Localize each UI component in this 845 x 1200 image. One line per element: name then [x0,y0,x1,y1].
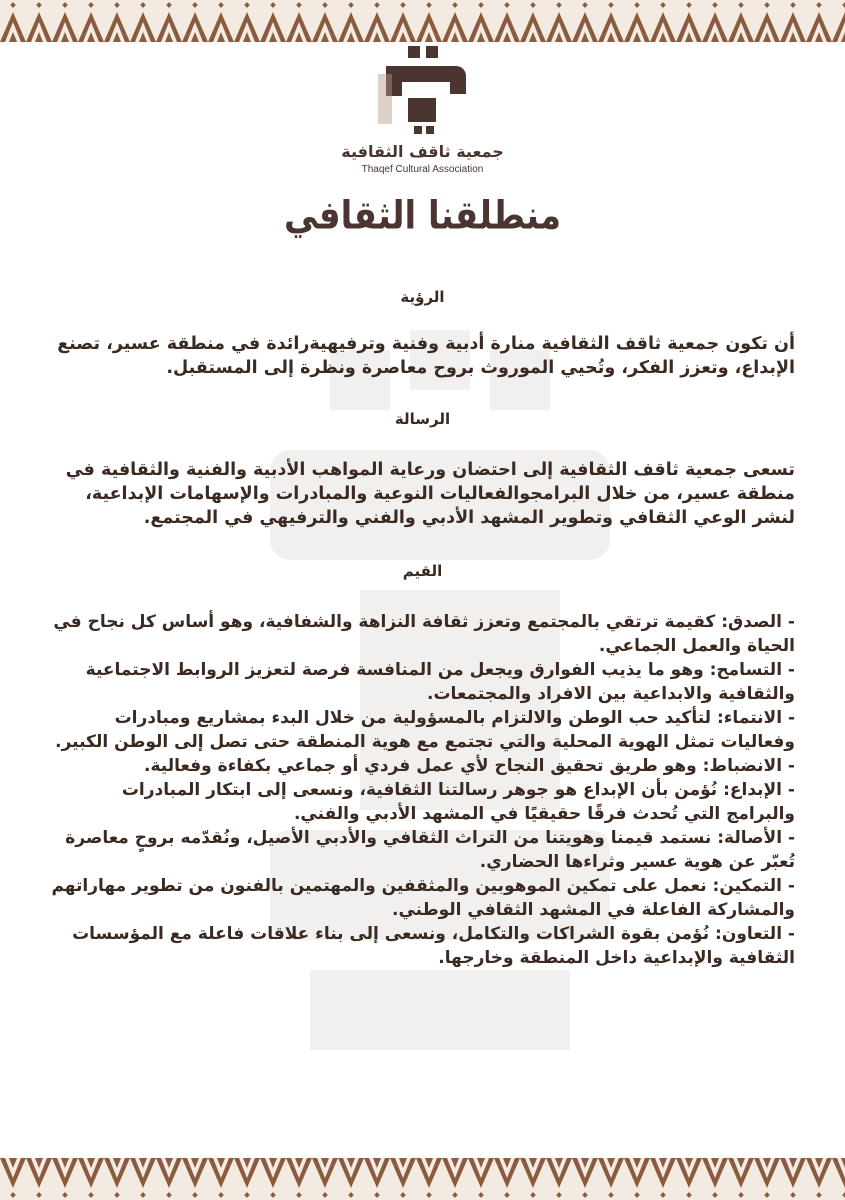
border-pattern-icon [0,1158,845,1200]
value-item-discipline: - الانضباط: وهو طريق تحقيق النجاح لأي عمل فردي أو جماعي بكفاءة وفعالية. [143,756,795,776]
bottom-decorative-border [0,1158,845,1200]
mission-heading: الرسالة [394,410,451,428]
main-content [50,288,795,970]
page-title: منطلقنا الثقافي [283,193,562,239]
association-name-arabic: جمعية ثاقف الثقافية [341,142,504,161]
value-item-tolerance: - التسامح: وهو ما يذيب الفوارق ويجعل من المنافسة فرصة لتعزيز الروابط الاجتماعية والثقافية والابداعية بين الافراد والمجتمعات. [85,660,795,704]
values-heading: القيم [402,562,443,580]
value-item-authenticity: - الأصالة: نستمد قيمنا وهويتنا من التراث الثقافي والأدبي الأصيل، ونُقدّمه بروحٍ معاصرة تُعبّر عن هوية عسير وثراءها الحضاري. [65,828,795,872]
association-name-english: Thaqef Cultural Association [361,164,484,175]
association-logo-icon [368,44,478,144]
value-item-belonging: - الانتماء: لتأكيد حب الوطن والالتزام بالمسؤولية من خلال البدء بمشاريع ومبادرات وفعاليات تمثل الهوية المحلية والتي تجتمع مع هوية المنطقة حتى تصل إلى الوطن الكبير. [55,708,795,752]
value-item-empowerment: - التمكين: نعمل على تمكين الموهوبين والمثقفين والمهتمين بالفنون من تطوير مهاراتهم والمشاركة الفاعلة في المشهد الثقافي الوطني. [51,876,795,920]
value-item-creativity: - الإبداع: نُؤمن بأن الإبداع هو جوهر رسالتنا الثقافية، ونسعى إلى ابتكار المبادرات والبرامج التي تُحدث فرقًا حقيقيًا في المشهد الأدبي والفني. [121,780,795,824]
logo-block [0,44,845,184]
value-item-honesty: - الصدق: كقيمة ترتقي بالمجتمع وتعزز ثقافة النزاهة والشفافية، وهو أساس كل نجاح في الحياة والعمل الجماعي. [53,612,795,656]
top-decorative-border [0,0,845,42]
vision-heading: الرؤية [400,288,445,306]
vision-text: أن تكون جمعية ثاقف الثقافية منارة أدبية وفنية وترفيهيةرائدة في منطقة عسير، تصنع الإبداع، وتعزز الفكر، وتُحيي الموروث بروح معاصرة ونظرة إلى المستقبل. [57,334,795,378]
mission-text: تسعى جمعية ثاقف الثقافية إلى احتضان ورعاية المواهب الأدبية والفنية والثقافية في منطقة عسير، من خلال البرامجوالفعاليات النوعية والمبادرات والإسهامات الإبداعية، لنشر الوعي الثقافي وتطوير المشهد الأدبي والفني والترفيهي في المجتمع. [65,460,795,528]
border-pattern-icon [0,0,845,42]
value-item-cooperation: - التعاون: نُؤمن بقوة الشراكات والتكامل، ونسعى إلى بناء علاقات فاعلة مع المؤسسات الثقافية والإبداعية داخل المنطقة وخارجها. [72,924,795,968]
values-list [50,610,795,970]
